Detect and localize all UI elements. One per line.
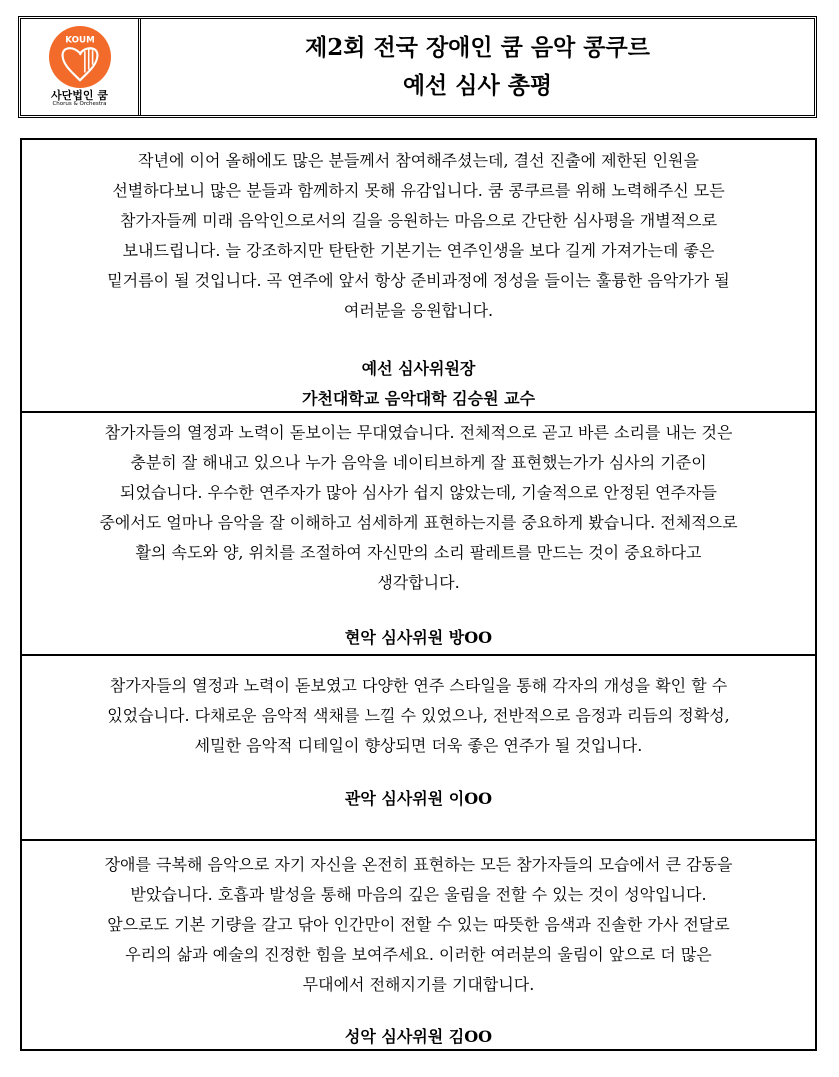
review-line: 밑거름이 될 것입니다. 곡 연주에 앞서 항상 준비과정에 정성을 들이는 훌륭한 음악가가 될 (107, 271, 730, 290)
logo-block (21, 19, 141, 115)
review-line: 활의 속도와 양, 위치를 조절하여 자신만의 소리 팔레트를 만드는 것이 중요하다고 (135, 543, 702, 562)
signature-name: 가천대학교 음악대학 김승원 교수 (301, 389, 536, 408)
review-line: 충분히 잘 해내고 있으나 누가 음악을 네이티브하게 잘 표현했는가가 심사의 기준이 (130, 453, 707, 472)
review-line: 무대에서 전해지기를 기대합니다. (302, 975, 535, 994)
review-section-chair (22, 140, 815, 413)
review-line: 선별하다보니 많은 분들과 함께하지 못해 유감입니다. 쿰 콩쿠르를 위해 노력해주신 모든 (112, 181, 725, 200)
document-header (18, 16, 817, 118)
review-section-vocal (22, 841, 815, 1050)
review-line: 되었습니다. 우수한 연주자가 많아 심사가 쉽지 않았는데, 기술적으로 안정된 연주자들 (120, 483, 717, 502)
org-name: 사단법인 쿰 (51, 89, 108, 103)
review-line: 장애를 극복해 음악으로 자기 자신을 온전히 표현하는 모든 참가자들의 모습에서 큰 감동을 (104, 855, 733, 874)
page-subtitle: 예선 심사 총평 (402, 72, 553, 99)
review-section-winds (22, 656, 815, 841)
signature-name: 성악 심사위원 김OO (344, 1027, 493, 1046)
review-line: 참가자들의 열정과 노력이 돋보이는 무대였습니다. 전체적으로 곧고 바른 소리를 내는 것은 (104, 423, 733, 442)
signature-title: 예선 심사위원장 (361, 359, 476, 378)
review-line: 참가자들의 열정과 노력이 돋보였고 다양한 연주 스타일을 통해 각자의 개성을 확인 할 수 (109, 676, 728, 695)
review-line: 참가자들께 미래 음악인으로서의 길을 응원하는 마음으로 간단한 심사평을 개별적으로 (119, 211, 718, 230)
review-line: 받았습니다. 호흡과 발성을 통해 마음의 깊은 울림을 전할 수 있는 것이 성악입니다. (130, 885, 707, 904)
signature-name: 관악 심사위원 이OO (344, 789, 493, 808)
review-line: 세밀한 음악적 디테일이 향상되면 더욱 좋은 연주가 될 것입니다. (194, 736, 643, 755)
review-line: 있었습니다. 다채로운 음악적 색채를 느낄 수 있었으나, 전반적으로 음정과 리듬의 정확성, (107, 706, 730, 725)
review-line: 작년에 이어 올해에도 많은 분들께서 참여해주셨는데, 결선 진출에 제한된 인원을 (138, 151, 699, 170)
review-table (20, 138, 817, 1051)
koum-logo-icon (49, 26, 111, 88)
review-line: 우리의 삶과 예술의 진정한 힘을 보여주세요. 이러한 여러분의 울림이 앞으로 더 많은 (125, 945, 712, 964)
review-line: 여러분을 응원합니다. (343, 301, 494, 320)
org-subtitle: Chorus & Orchestra (52, 101, 107, 108)
title-block (141, 19, 814, 115)
review-section-strings (22, 413, 815, 656)
review-line: 중에서도 얼마나 음악을 잘 이해하고 섬세하게 표현하는지를 중요하게 봤습니다. 전체적으로 (99, 513, 738, 532)
page-title: 제2회 전국 장애인 쿰 음악 콩쿠르 (305, 34, 650, 61)
signature-name: 현악 심사위원 방OO (344, 628, 493, 647)
logo-text: KOUM (64, 35, 95, 46)
review-line: 앞으로도 기본 기량을 갈고 닦아 인간만이 전할 수 있는 따뜻한 음색과 진솔한 가사 전달로 (107, 915, 730, 934)
review-line: 보내드립니다. 늘 강조하지만 탄탄한 기본기는 연주인생을 보다 길게 가져가는데 좋은 (122, 241, 715, 260)
review-line: 생각합니다. (377, 573, 460, 592)
